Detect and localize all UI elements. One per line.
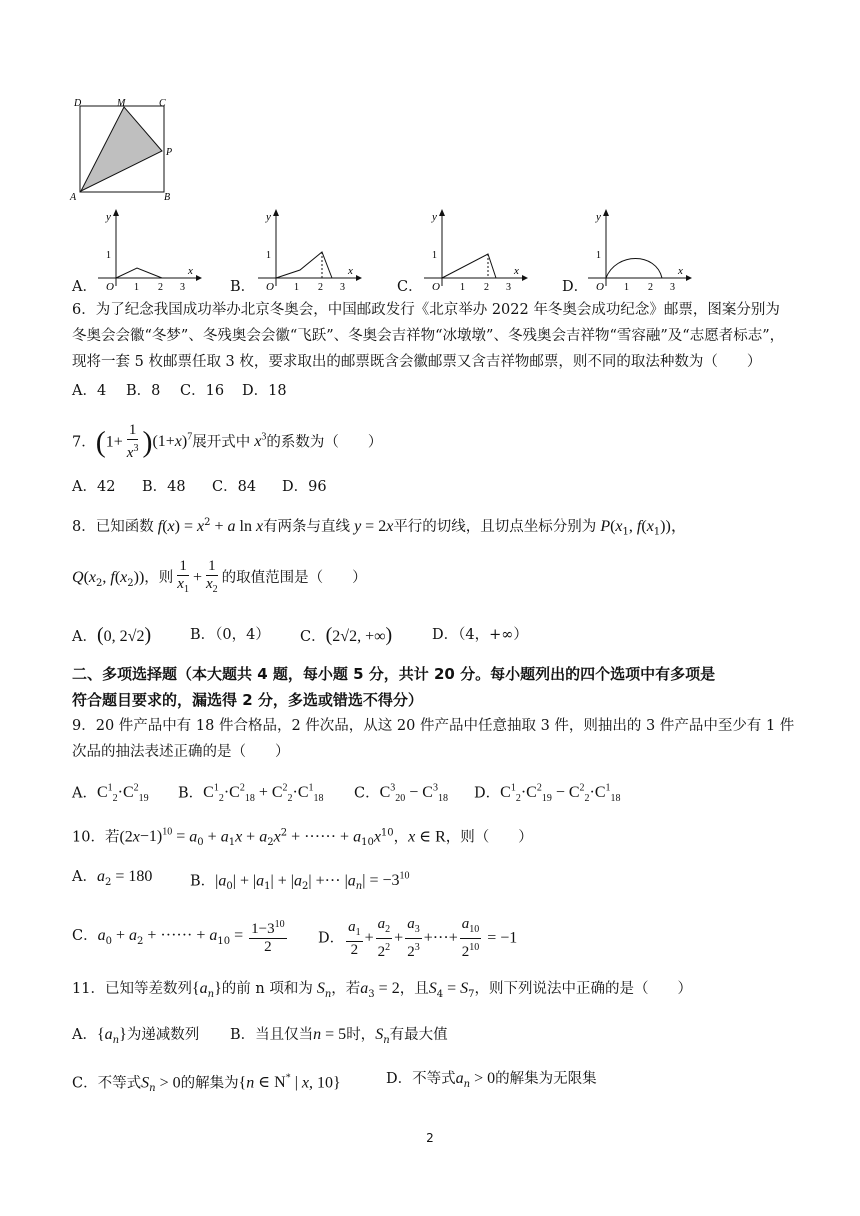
- q6-option-c: C．16: [180, 383, 225, 399]
- q9-line-1: 9．20 件产品中有 18 件合格品，2 件次品，从这 20 件产品中任意抽取 3 件，则抽出的 3 件产品中至少有 1 件: [72, 718, 795, 734]
- svg-text:1: 1: [624, 282, 629, 292]
- section-2-heading-line-2: 符合题目要求的，漏选得 2 分，多选或错选不得分）: [72, 691, 423, 709]
- q6-option-d: D．18: [242, 383, 287, 399]
- q8-option-d: D．（4，+∞）: [432, 627, 528, 643]
- q7-option-d: D．96: [282, 479, 327, 495]
- svg-text:O: O: [432, 281, 440, 292]
- q11-stem: 11．已知等差数列$\{a_n\}$的前 n 项和为 $S_n$，若$a_3 = 2$，且$S_4 = S_7$，则下列说法中正确的是（ ）: [72, 980, 692, 1000]
- svg-text:O: O: [596, 281, 604, 292]
- q7-stem: 7．(1+ $\frac{1}{x^3}$ )$(1+x)^7$展开式中 $x^3$的系数为（ ）: [72, 422, 383, 462]
- svg-text:y: y: [266, 211, 271, 223]
- svg-text:1: 1: [432, 250, 437, 261]
- q11-option-c: C．不等式$S_n > 0$的解集为{n ∈ N* | x, 10}: [72, 1073, 341, 1095]
- graph-c: [418, 206, 528, 292]
- q10-option-a: A．$a_2 = 180$: [72, 868, 153, 888]
- graph-d: [582, 206, 692, 292]
- square-figure: [68, 96, 188, 208]
- svg-text:x: x: [348, 265, 353, 277]
- label-p: P: [166, 147, 173, 158]
- q9-line-2: 次品的抽法表述正确的是（ ）: [72, 744, 290, 760]
- q9-option-c: C．$C^3_{20} - C^3_{18}$: [354, 783, 448, 805]
- svg-text:y: y: [596, 211, 601, 223]
- q7-option-c: C．84: [212, 479, 257, 495]
- q10-option-d: D． $\frac{a_1}{2}$ + $\frac{a_2}{2^2}$ + $\frac{a_3}{2^3}$ +···+ $\frac{a_{10}}{2^{10}}$ = −1: [318, 916, 518, 960]
- svg-text:3: 3: [180, 282, 185, 292]
- q6-line-3: 现将一套 5 枚邮票任取 3 枚，要求取出的邮票既含会徽邮票又含吉祥物邮票，则不同的取法种数为（ ）: [72, 354, 762, 370]
- q11-option-b: B．当且仅当n = 5时，$S_n$有最大值: [230, 1026, 448, 1046]
- svg-text:1: 1: [134, 282, 139, 292]
- graph-option-d-label: D．: [562, 279, 589, 295]
- q10-option-c: C．$a_0 + a_2$ + ······ + $a_{10}$ = $\frac{1-3^{10}}{2}$: [72, 916, 289, 962]
- svg-text:1: 1: [266, 250, 271, 261]
- svg-text:x: x: [678, 265, 683, 277]
- q8-option-c: C．(2√2, +∞): [300, 624, 393, 646]
- q9-option-a: A．$C^1_2\cdot C^2_{19}$: [72, 783, 149, 805]
- svg-text:2: 2: [318, 282, 323, 292]
- svg-text:3: 3: [340, 282, 345, 292]
- svg-text:2: 2: [484, 282, 489, 292]
- svg-text:y: y: [106, 211, 111, 223]
- svg-text:2: 2: [158, 282, 163, 292]
- label-d: D: [74, 98, 82, 109]
- graph-a: [92, 206, 202, 292]
- q11-option-a: A．$\{a_n\}$为递减数列: [72, 1026, 200, 1046]
- svg-text:x: x: [188, 265, 193, 277]
- q6-line-2: 冬奥会会徽“冬梦”、冬残奥会会徽“飞跃”、冬奥会吉祥物“冰墩墩”、冬残奥会吉祥物“雪容融”及“志愿者标志”，: [72, 328, 785, 344]
- label-c: C: [159, 98, 166, 109]
- label-a: A: [70, 192, 77, 203]
- q11-option-d: D．不等式$a_n > 0$的解集为无限集: [386, 1070, 597, 1090]
- q9-option-b: B．$C^1_2\cdot C^2_{18} + C^2_2\cdot C^1_{18}$: [178, 783, 324, 805]
- svg-text:2: 2: [648, 282, 653, 292]
- svg-text:O: O: [266, 281, 274, 292]
- q6-option-b: B．8: [126, 383, 161, 399]
- q7-option-b: B．48: [142, 479, 186, 495]
- label-m: M: [117, 98, 126, 109]
- svg-text:1: 1: [460, 282, 465, 292]
- q7-option-a: A．42: [72, 479, 116, 495]
- svg-text:3: 3: [506, 282, 511, 292]
- q8-option-a: A．(0, 2√2): [72, 624, 152, 646]
- svg-text:y: y: [432, 211, 437, 223]
- svg-text:x: x: [514, 265, 519, 277]
- q8-line-2: $Q(x_2$, $f(x_2)$)，则 $\frac{1}{x_1}$ + $\frac{1}{x_2}$ 的取值范围是（ ）: [72, 558, 367, 595]
- q6-line-1: 6．为了纪念我国成功举办北京冬奥会，中国邮政发行《北京举办 2022 年冬奥会成功纪念》邮票，图案分别为: [72, 302, 780, 318]
- q6-option-a: A．4: [72, 383, 107, 399]
- shaded-triangle: [81, 107, 162, 191]
- graph-option-a-label: A．: [72, 279, 97, 295]
- page-number: 2: [426, 1131, 434, 1145]
- q10-stem: 10．若$(2x-1)^{10} = a_0 + a_1x + a_2x^2$ + ······ + $a_{10}x^{10}$，x ∈ R，则（ ）: [72, 827, 533, 849]
- graph-option-b-label: B．: [230, 279, 256, 295]
- section-2-heading-line-1: 二、多项选择题（本大题共 4 题，每小题 5 分，共计 20 分。每小题列出的四个选项中有多项是: [72, 665, 716, 683]
- svg-text:1: 1: [596, 250, 601, 261]
- svg-text:3: 3: [670, 282, 675, 292]
- q8-option-b: B．（0，4）: [190, 627, 270, 643]
- svg-text:1: 1: [294, 282, 299, 292]
- svg-text:O: O: [106, 281, 114, 292]
- svg-text:1: 1: [106, 250, 111, 261]
- graph-b: [252, 206, 362, 292]
- q10-option-b: B．$|a_0| + |a_1| + |a_2|$ +··· $|a_n| = -3^{10}$: [190, 871, 410, 893]
- q9-option-d: D．$C^1_2\cdot C^2_{19} - C^2_2\cdot C^1_{18}$: [474, 783, 621, 805]
- q8-line-1: 8．已知函数 $f(x) = x^2 + a$ ln x有两条与直线 y = 2x平行的切线，且切点坐标分别为 $P(x_1$, $f(x_1)$)，: [72, 517, 687, 538]
- graph-option-c-label: C．: [397, 279, 423, 295]
- label-b: B: [164, 192, 171, 203]
